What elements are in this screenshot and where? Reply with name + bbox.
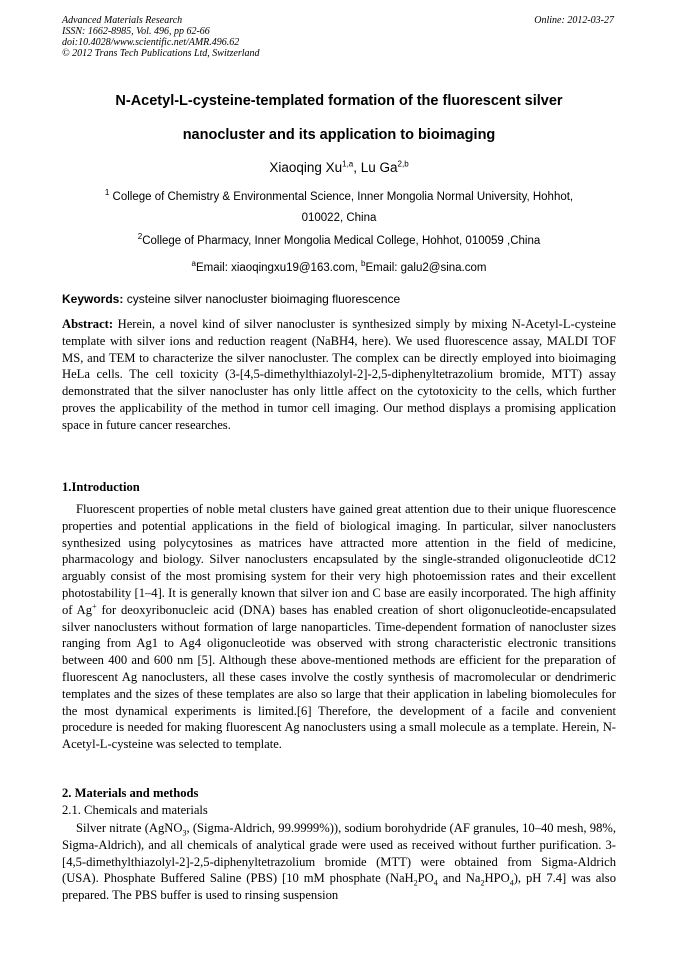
methods-text-6: ), pH 7.4] was also prepared. The PBS buffer is used to rinsing suspension [62, 871, 616, 903]
affiliation-2 [62, 231, 616, 252]
subsection-heading-chemicals: 2.1. Chemicals and materials [62, 803, 208, 817]
methods-sub-3: 4 [433, 878, 438, 888]
keywords-label: Keywords: [62, 292, 124, 306]
methods-text-2: , (Sigma-Aldrich, 99.9999%)), sodium borohydride (AF granules, 10–40 mesh, 98%, Sigma-Aldrich), and all chemicals of analytical grade were used as received without further purification. 3-[4,5-dimethylthiazolyl-2]-2,5-diphenyltetrazolium bromide (MTT) were obtained from Sigma-Aldrich (USA). Phosphate Buffered Saline (PBS) [10 mM phosphate (NaH [62, 821, 617, 886]
author-2-sup: 2,b [397, 159, 409, 169]
affiliation-1-line-1: College of Chemistry & Environmental Science, Inner Mongolia Normal University, Hohhot, [109, 191, 574, 203]
affiliation-2-text: College of Pharmacy, Inner Mongolia Medical College, Hohhot, 010059 ,China [142, 235, 541, 247]
journal-name: Advanced Materials Research [62, 15, 183, 26]
author-line [62, 160, 616, 175]
email-line [62, 258, 616, 279]
methods-sub-4: 2 [480, 878, 485, 888]
keywords-text: cysteine silver nanocluster bioimaging fluorescence [123, 292, 401, 306]
issn-line: ISSN: 1662-8985, Vol. 496, pp 62-66 [62, 26, 210, 37]
affiliation-1 [62, 187, 616, 229]
author-1-name: Xiaoqing Xu [269, 160, 343, 175]
keywords [62, 292, 616, 306]
author-separator: , [353, 160, 361, 175]
affiliation-1-line-2: 010022, China [301, 212, 377, 224]
section-heading-introduction: 1.Introduction [62, 480, 140, 494]
email-a: Email: xiaoqingxu19@163.com, [195, 262, 362, 274]
email-b-sup: b [361, 259, 366, 269]
methods-paragraph [62, 820, 616, 904]
abstract-text: Herein, a novel kind of silver nanocluster is synthesized simply by mixing N-Acetyl-L-cysteine template with silver ions and reduction reagent (NaBH4, here). We used fluorescence assay, MALDI TOF MS, and TEM to characterize the silver nanocluster. The complex can be directly employed into bioimaging HeLa cells. The cell toxicity (3-[4,5-dimethylthiazolyl-2]-2,5-diphenyltetrazolium bromide, MTT) assay demonstrated that the silver nanocluster has only little affect on the cytotoxicity to the cells, which further proves the applicability of the method in tumor cell imaging. Our method displays a promising application space in future cancer researches. [62, 317, 616, 432]
paper-title-line-1: N-Acetyl-L-cysteine-templated formation of the fluorescent silver [115, 93, 563, 109]
abstract [62, 316, 616, 434]
author-1-sup: 1,a [342, 159, 354, 169]
intro-sup-plus: + [92, 601, 97, 611]
affiliation-1-sup: 1 [104, 188, 110, 198]
methods-sub-1: 3 [182, 828, 187, 838]
abstract-label: Abstract: [62, 317, 114, 331]
online-date: Online: 2012-03-27 [534, 15, 614, 26]
introduction-paragraph [62, 501, 616, 753]
intro-text-1: Fluorescent properties of noble metal clusters have gained great attention due to their unique fluorescence properties and potential applications in the field of biological imaging. In particular, silver nanoclusters synthesized using polycytosines as matrices have attracted more attention in the field of medicine, pharmacology and biology. Silver nanoclusters encapsulated by the single-stranded oligonucleotide dC12 arguably consist of the most promising system for their very high photoemission rates and their excellent photostability [1–4]. It is generally known that silver ion and C base are easily incorporated. The high affinity of Ag [62, 502, 616, 617]
email-b: Email: galu2@sina.com [365, 262, 487, 274]
author-2-name: Lu Ga [360, 160, 398, 175]
email-a-sup: a [191, 259, 196, 269]
affiliation-2-sup: 2 [137, 232, 143, 242]
paper-title-line-2: nanocluster and its application to bioimaging [182, 127, 496, 143]
methods-text-3: PO [417, 871, 434, 886]
copyright-line: © 2012 Trans Tech Publications Ltd, Switzerland [62, 48, 260, 59]
methods-sub-2: 2 [413, 878, 418, 888]
methods-sub-5: 4 [509, 878, 514, 888]
intro-text-2: for deoxyribonucleic acid (DNA) bases has enabled creation of short oligonucleotide-encapsulated silver nanoclusters without formation of large nanoparticles. Time-dependent formation of nanocluster sizes ranging from Ag1 to Ag4 oligonucleotide was observed with strong characteristic electronic transitions between 400 and 600 nm [5]. Although these above-mentioned methods are efficient for the preparation of fluorescent Ag nanoclusters, all these cases involve the costly synthesis of macromolecular or dendrimeric templates and the sizes of these templates are also so large that their application in labeling biomolecules for the most dynamical experiments is limited.[6] Therefore, the development of a facile and convenient procedure is needed for making fluorescent Ag nanoclusters using a small molecule as a template. Herein, N-Acetyl-L-cysteine was selected to template. [62, 602, 616, 752]
methods-text-4: and Na [437, 871, 481, 886]
doi-line: doi:10.4028/www.scientific.net/AMR.496.62 [62, 37, 240, 48]
methods-text-5: HPO [484, 871, 510, 886]
methods-text-1: Silver nitrate (AgNO [76, 821, 183, 835]
section-heading-methods: 2. Materials and methods [62, 786, 199, 800]
